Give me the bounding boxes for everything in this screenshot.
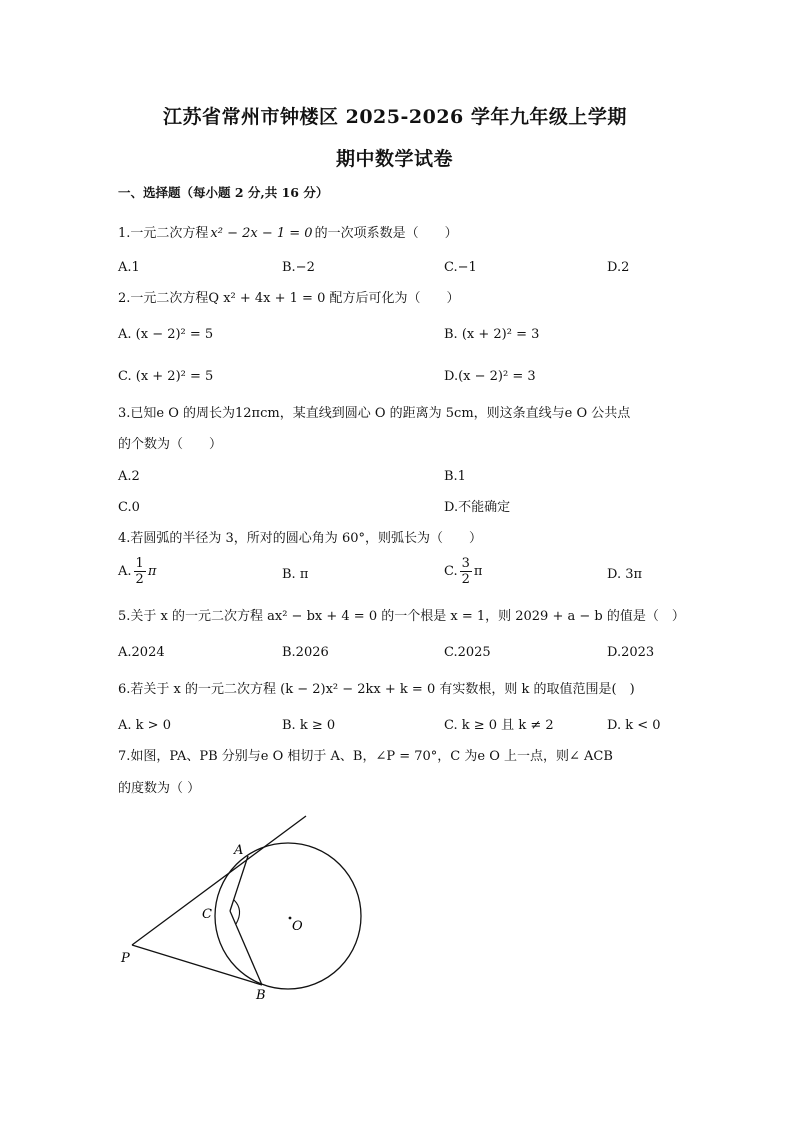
question-5: 5.关于 x 的一元二次方程 ax² − bx + 4 = 0 的一个根是 x = 1，则 2029 + a − b 的值是（ ） xyxy=(118,609,685,624)
option-d: D.2 xyxy=(607,260,630,275)
option-a: A.2024 xyxy=(118,645,165,660)
center-dot xyxy=(289,917,292,920)
label-p: P xyxy=(121,951,130,966)
option-a: A.1 xyxy=(118,260,140,275)
question-3-line1: 3.已知e O 的周长为12πcm，某直线到圆心 O 的距离为 5cm，则这条直线与e O 公共点 xyxy=(118,406,631,421)
label-c: C xyxy=(202,907,212,922)
question-1-tail: 的一次项系数是（ ） xyxy=(314,226,458,241)
option-d: D.2023 xyxy=(607,645,655,660)
option-d: D.不能确定 xyxy=(444,500,511,515)
section-heading: 一、选择题（每小题 2 分,共 16 分） xyxy=(118,185,329,200)
label-b: B xyxy=(256,988,266,1003)
fraction xyxy=(134,556,146,587)
question-7-line2: 的度数为（ ） xyxy=(118,781,201,796)
label-a: A xyxy=(234,843,244,858)
option-b: B.2026 xyxy=(282,645,329,660)
option-c: C. k ≥ 0 且 k ≠ 2 xyxy=(444,718,554,733)
option-d: D. k < 0 xyxy=(607,718,661,733)
option-a xyxy=(118,556,156,587)
pi-symbol: π xyxy=(147,564,157,579)
option-b: B.−2 xyxy=(282,260,315,275)
angle-arc-c xyxy=(234,900,240,924)
tangent-line-pb xyxy=(132,945,262,985)
question-3-line2: 的个数为（ ） xyxy=(118,437,223,452)
chord-bc xyxy=(230,911,262,985)
option-c: C.−1 xyxy=(444,260,477,275)
page-subtitle: 期中数学试卷 xyxy=(336,148,454,170)
option-c: C. (x + 2)² = 5 xyxy=(118,369,214,384)
option-b: B. (x + 2)² = 3 xyxy=(444,327,540,342)
option-a: A. k > 0 xyxy=(118,718,171,733)
question-2: 2.一元二次方程Q x² + 4x + 1 = 0 配方后可化为（ ） xyxy=(118,291,460,306)
option-b: B. k ≥ 0 xyxy=(282,718,336,733)
question-1-stem: 1.一元二次方程 xyxy=(118,226,209,241)
question-6: 6.若关于 x 的一元二次方程 (k − 2)x² − 2kx + k = 0 有实数根，则 k 的取值范围是( ) xyxy=(118,682,635,697)
label-o: O xyxy=(292,919,303,934)
denominator: 2 xyxy=(461,572,470,587)
option-d: D.(x − 2)² = 3 xyxy=(444,369,536,384)
option-a: A.2 xyxy=(118,469,140,484)
pi-symbol: π xyxy=(473,564,483,579)
numerator: 3 xyxy=(461,556,470,571)
numerator: 1 xyxy=(135,556,144,571)
tangent-line-pa xyxy=(132,816,306,945)
option-b: B.1 xyxy=(444,469,466,484)
option-b: B. π xyxy=(282,567,309,582)
fraction xyxy=(460,556,472,587)
option-c: C.0 xyxy=(118,500,140,515)
chord-ac xyxy=(230,856,248,911)
denominator: 2 xyxy=(135,572,144,587)
question-4: 4.若圆弧的半径为 3，所对的圆心角为 60°，则弧长为（ ） xyxy=(118,531,482,546)
option-a-label: A. xyxy=(118,564,132,579)
option-d: D. 3π xyxy=(607,567,643,582)
option-c xyxy=(444,556,482,587)
tangent-circle-figure xyxy=(110,808,370,1008)
circle-o xyxy=(215,843,361,989)
option-a: A. (x − 2)² = 5 xyxy=(118,327,214,342)
question-1-equation: x² − 2x − 1 = 0 xyxy=(210,226,313,241)
page-title: 江苏省常州市钟楼区 2025-2026 学年九年级上学期 xyxy=(163,106,627,128)
option-c-label: C. xyxy=(444,564,458,579)
question-1 xyxy=(118,227,458,240)
question-7-line1: 7.如图，PA、PB 分别与e O 相切于 A、B，∠P = 70°，C 为e O 上一点，则∠ ACB xyxy=(118,749,613,764)
option-c: C.2025 xyxy=(444,645,491,660)
